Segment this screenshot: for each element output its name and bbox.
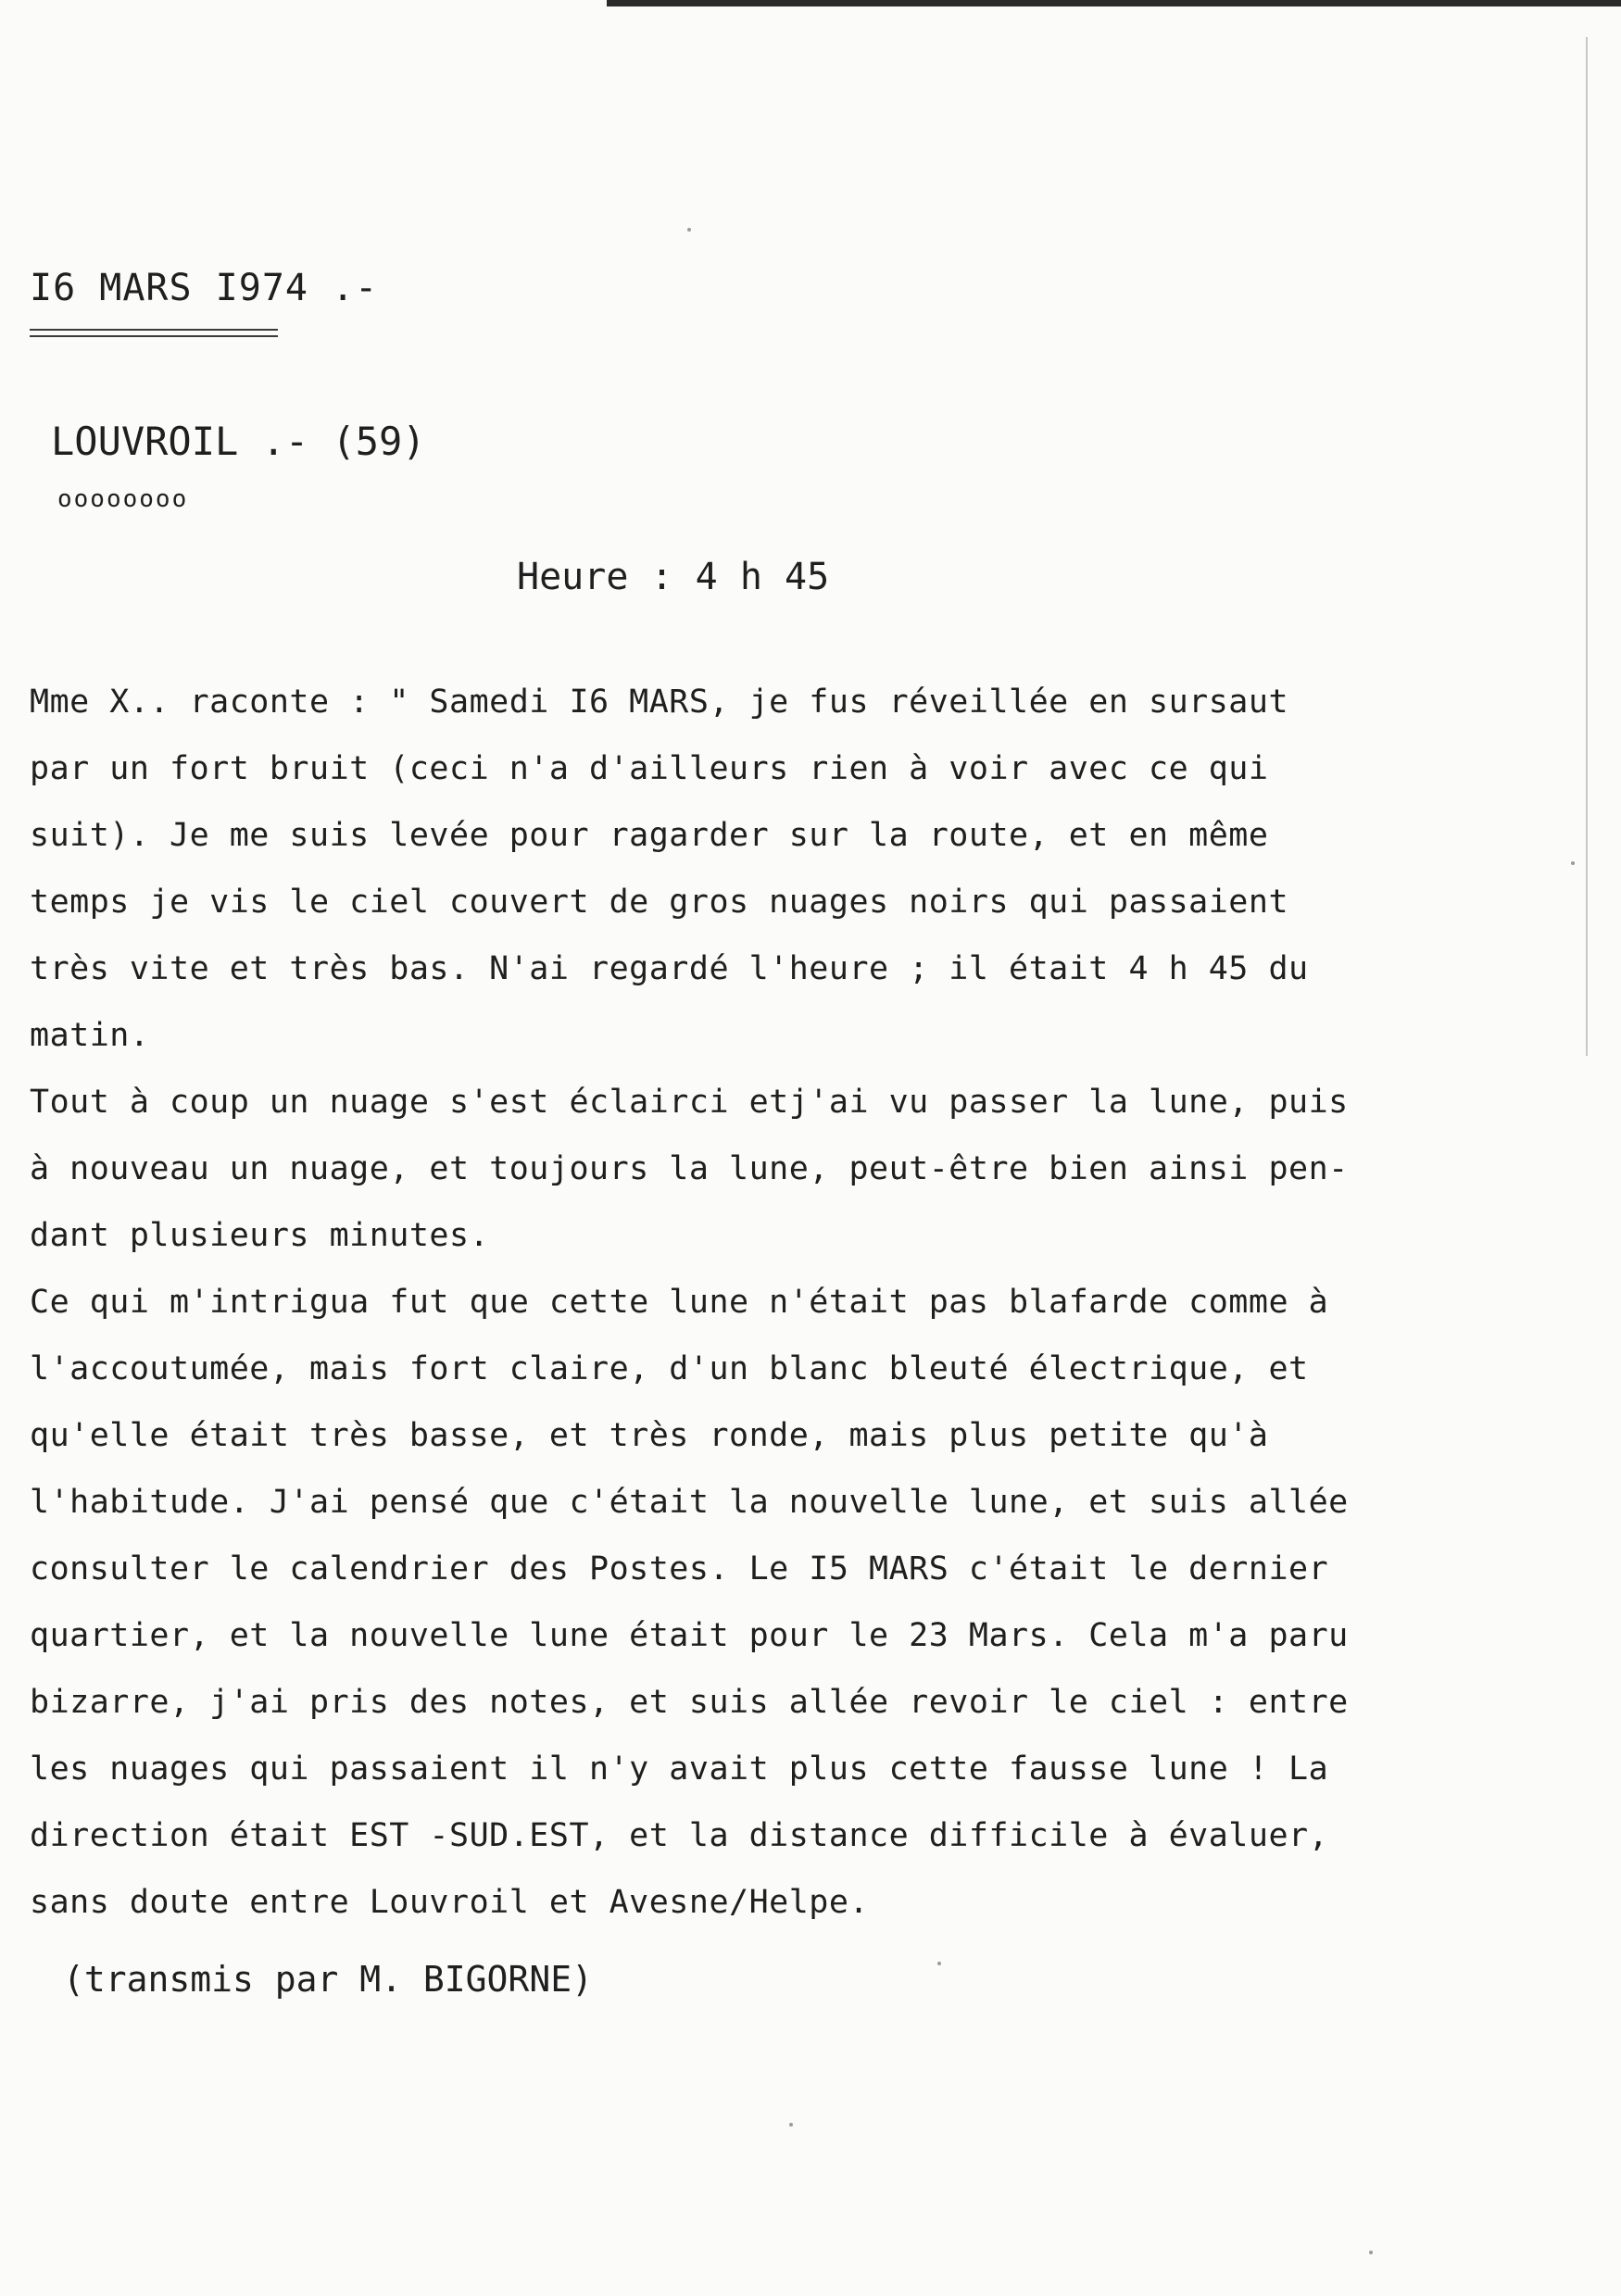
right-edge-mark [1586,37,1588,1056]
report-date: I6 MARS I974 .- [30,267,379,309]
text-line: les nuages qui passaient il n'y avait plus cette fausse lune ! La [30,1750,1329,1788]
testimony-text [30,669,1549,1936]
text-line: dant plusieurs minutes. [30,1217,490,1254]
text-line: suit). Je me suis levée pour ragarder sur la route, et en même [30,817,1269,854]
text-line: Ce qui m'intrigua fut que cette lune n'était pas blafarde comme à [30,1284,1329,1321]
text-line: très vite et très bas. N'ai regardé l'heure ; il était 4 h 45 du [30,950,1309,987]
paper-speck [937,1962,941,1965]
date-underline [30,329,278,337]
paper-speck [789,2123,793,2127]
text-line: matin. [30,1017,150,1054]
report-location: LOUVROIL .- (59) [51,419,426,464]
text-line: l'accoutumée, mais fort claire, d'un blanc bleuté électrique, et [30,1350,1309,1387]
text-line: bizarre, j'ai pris des notes, et suis allée revoir le ciel : entre [30,1684,1349,1721]
report-time: Heure : 4 h 45 [517,556,830,598]
text-line: direction était EST -SUD.EST, et la distance difficile à évaluer, [30,1817,1329,1854]
text-line: par un fort bruit (ceci n'a d'ailleurs rien à voir avec ce qui [30,750,1269,787]
ornament-divider: oooooooo [57,485,189,513]
text-line: l'habitude. J'ai pensé que c'était la nouvelle lune, et suis allée [30,1484,1349,1521]
paper-speck [1369,2251,1373,2254]
top-border-rule [607,0,1621,6]
text-line: qu'elle était très basse, et très ronde, mais plus petite qu'à [30,1417,1269,1454]
text-line: quartier, et la nouvelle lune était pour le 23 Mars. Cela m'a paru [30,1617,1349,1654]
paper-speck [1571,861,1575,865]
text-line: Tout à coup un nuage s'est éclairci etj'ai vu passer la lune, puis [30,1084,1349,1121]
text-line: Mme X.. raconte : " Samedi I6 MARS, je fus réveillée en sursaut [30,684,1289,721]
text-line: consulter le calendrier des Postes. Le I5 MARS c'était le dernier [30,1550,1329,1587]
text-line: à nouveau un nuage, et toujours la lune, peut-être bien ainsi pen- [30,1150,1349,1187]
text-line: temps je vis le ciel couvert de gros nuages noirs qui passaient [30,884,1289,921]
text-line: sans doute entre Louvroil et Avesne/Helpe. [30,1884,870,1921]
paper-speck [687,228,691,232]
transmission-note: (transmis par M. BIGORNE) [63,1959,593,2000]
